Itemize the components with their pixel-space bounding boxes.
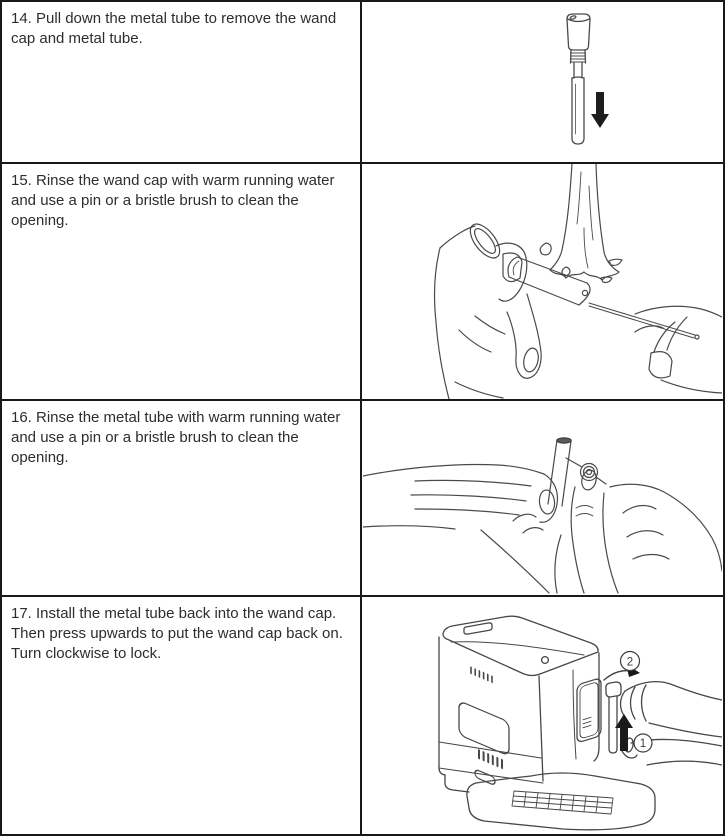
wand-cap-part [465, 219, 590, 305]
grille-dots-lower [479, 750, 502, 768]
arrow-down-icon [591, 92, 609, 128]
step-14-text: 14. Pull down the metal tube to remove the wand cap and metal tube. [2, 2, 362, 162]
wand-drawing [567, 14, 590, 144]
callout-press-up [634, 734, 652, 752]
table-row [2, 401, 723, 597]
callout-1-label: 1 [639, 738, 647, 750]
left-hand [363, 464, 557, 593]
step-16-text: 16. Rinse the metal tube with warm running water and use a pin or a bristle brush to clean the opening. [2, 401, 362, 595]
arrow-up-icon [615, 714, 633, 751]
pin-with-coil [566, 458, 606, 484]
steam-wand-illustration [363, 2, 722, 162]
callout-2-label: 2 [626, 656, 634, 669]
metal-tube-part [548, 438, 571, 506]
right-hand [555, 469, 722, 593]
step-15-text: 15. Rinse the wand cap with warm running water and use a pin or a bristle brush to clean the opening. [2, 164, 362, 399]
table-row [2, 2, 723, 164]
water-stream [540, 164, 622, 283]
drip-tray-grille [512, 791, 613, 814]
step-17-figure [362, 597, 723, 834]
rinse-wand-cap-illustration [363, 164, 722, 399]
pin-and-right-hand [589, 303, 722, 393]
rinse-metal-tube-illustration [363, 401, 722, 595]
step-16-figure [362, 401, 723, 595]
grille-dots-upper [471, 667, 492, 682]
callout-turn-clockwise [621, 652, 640, 671]
step-17-text: 17. Install the metal tube back into the wand cap. Then press upwards to put the wand cap back on. Turn clockwise to lock. [2, 597, 362, 834]
step-15-figure [362, 164, 723, 399]
table-row [2, 597, 723, 834]
coffee-machine-illustration [363, 597, 722, 834]
step-14-figure [362, 2, 723, 162]
table-row [2, 164, 723, 401]
hand [621, 682, 723, 765]
